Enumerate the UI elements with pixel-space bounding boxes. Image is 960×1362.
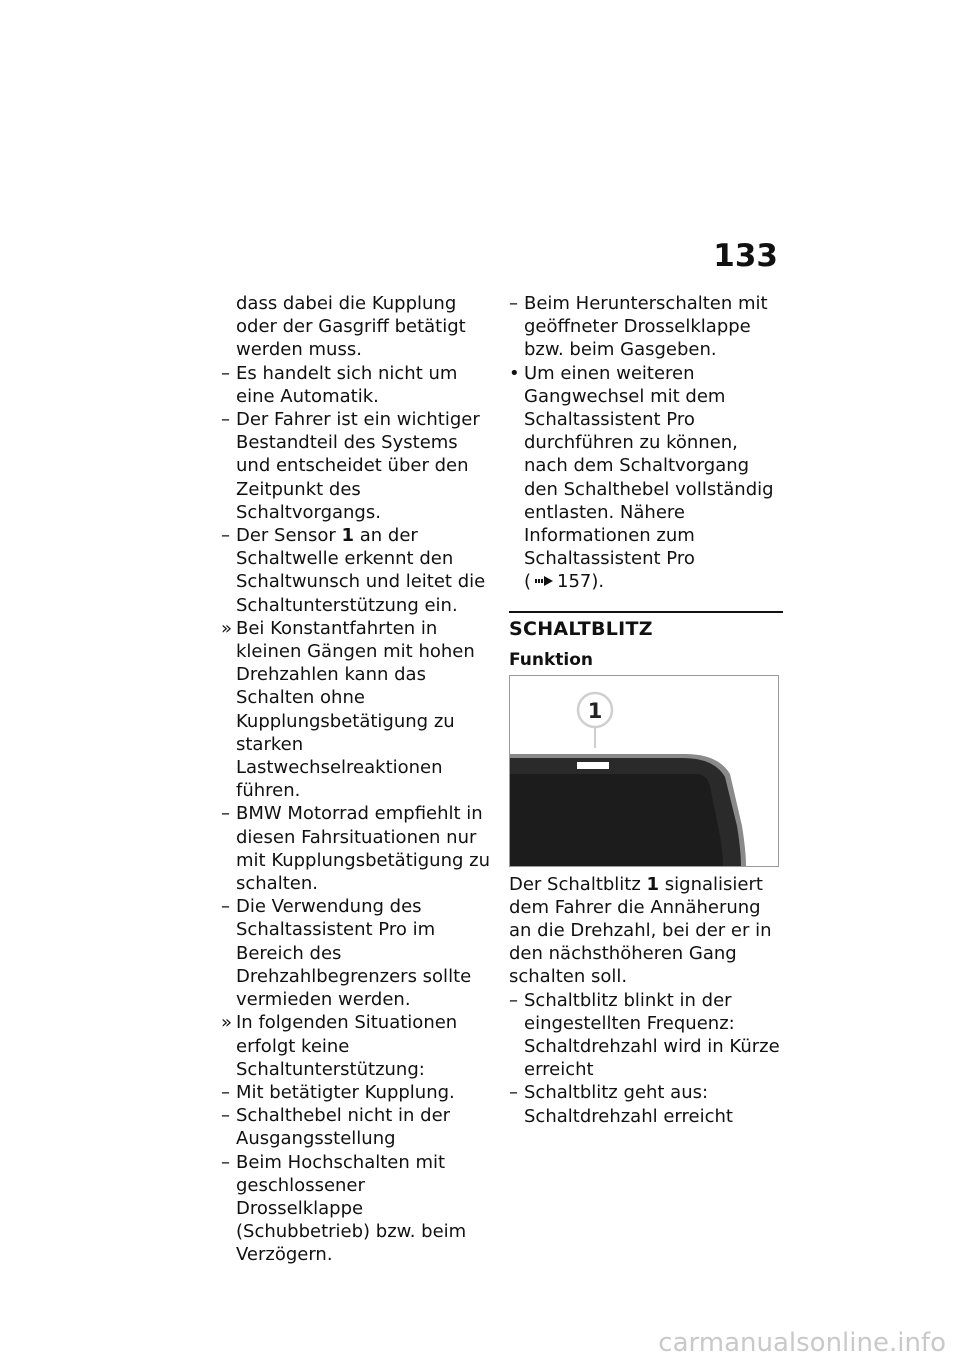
section-title: SCHALTBLITZ — [509, 617, 653, 640]
list-item — [509, 1081, 783, 1127]
dash-marker: – — [221, 525, 230, 547]
shift-light-lamp — [577, 762, 609, 769]
description-before: Der Schaltblitz — [509, 873, 647, 895]
description-text — [509, 873, 783, 989]
list-item-text: Mit betätigter Kupplung. — [236, 1081, 455, 1103]
dash-marker: – — [509, 989, 518, 1011]
dash-marker: – — [221, 362, 230, 384]
list-item — [221, 1151, 493, 1267]
shift-light-figure — [509, 675, 779, 867]
note-text: Bei Konstantfahrten in kleinen Gängen mit hohen Drehzahlen kann das Schalten ohne Kupplungsbetätigung zu starken Lastwechselreaktionen führen. — [236, 617, 475, 802]
sensor-reference-number: 1 — [341, 525, 355, 547]
note-item — [221, 1011, 493, 1081]
description-after: signalisiert dem Fahrer die Annäherung an die Drehzahl, bei der er in den nächsthöheren Gang schalten soll. — [509, 873, 772, 988]
list-item — [221, 1104, 493, 1150]
dash-marker: – — [221, 1151, 230, 1173]
watermark: carmanualsonline.info — [658, 1328, 946, 1358]
list-item — [509, 292, 783, 362]
reference-close: ). — [591, 571, 605, 593]
dash-marker: – — [221, 1105, 230, 1127]
list-item — [221, 1081, 493, 1104]
dash-marker: – — [221, 1081, 230, 1103]
left-column — [221, 292, 493, 1267]
list-item — [221, 524, 493, 617]
list-item-text: Es handelt sich nicht um eine Automatik. — [236, 362, 458, 407]
dash-marker: – — [509, 293, 518, 314]
tft-display-illustration — [510, 676, 778, 866]
list-item — [221, 362, 493, 408]
dash-marker: – — [221, 409, 230, 431]
list-item — [221, 408, 493, 524]
list-item-text: an der Schaltwelle erkennt den Schaltwunsch und leitet die Schaltunterstützung ein. — [236, 525, 486, 616]
list-item-text: BMW Motorrad empfiehlt in diesen Fahrsituationen nur mit Kupplungsbetätigung zu schalten. — [236, 803, 490, 895]
subsection-title: Funktion — [509, 649, 594, 670]
note-item — [221, 617, 493, 803]
page-number: 133 — [713, 238, 778, 274]
list-item-text: Die Verwendung des Schaltassistent Pro im Bereich des Drehzahlbegrenzers sollte vermieden werden. — [236, 896, 472, 1011]
list-item — [509, 989, 783, 1082]
dash-marker: – — [221, 896, 230, 918]
right-column — [509, 292, 783, 1128]
reference-open: ( — [524, 571, 532, 593]
dash-marker: – — [509, 1082, 518, 1104]
list-item-text: Schalthebel nicht in der Ausgangsstellung — [236, 1105, 451, 1150]
list-item-text: Schaltblitz geht aus: Schaltdrehzahl erreicht — [524, 1082, 733, 1127]
list-item — [221, 802, 493, 895]
note-text: In folgenden Situationen erfolgt keine Schaltunterstützung: — [236, 1012, 458, 1080]
list-item-text: Schaltblitz blinkt in der eingestellten Frequenz: Schaltdrehzahl wird in Kürze erreicht — [524, 989, 780, 1081]
section-divider — [509, 611, 783, 613]
bullet-item — [509, 362, 783, 595]
shift-light-reference-number: 1 — [646, 873, 660, 895]
bullet-marker: • — [509, 362, 520, 384]
list-item-text: Der Fahrer ist ein wichtiger Bestandteil des Systems und entscheidet über den Zeitpunkt des Schaltvorgangs. — [236, 409, 480, 523]
page-reference-link[interactable]: 157 — [557, 571, 592, 593]
arrow-right-icon — [531, 571, 557, 594]
list-item — [221, 895, 493, 1011]
list-item-text: Beim Herunterschalten mit geöffneter Drosselklappe bzw. beim Gasgeben. — [524, 293, 768, 361]
list-item-text: Der Sensor — [236, 525, 342, 547]
note-marker: » — [221, 1012, 233, 1034]
callout-number: 1 — [587, 698, 603, 723]
bullet-item-text: Um einen weiteren Gangwechsel mit dem Schaltassistent Pro durchführen zu können, nach dem Schaltvorgang den Schalthebel vollständig entlasten. Nähere Informationen zum Schaltassistent Pro — [524, 362, 774, 570]
intro-text: dass dabei die Kupplung oder der Gasgriff betätigt werden muss. — [236, 293, 466, 361]
note-marker: » — [221, 617, 233, 639]
list-item-text: Beim Hochschalten mit geschlossener Drosselklappe (Schubbetrieb) bzw. beim Verzögern. — [236, 1151, 467, 1266]
dash-marker: – — [221, 803, 230, 825]
